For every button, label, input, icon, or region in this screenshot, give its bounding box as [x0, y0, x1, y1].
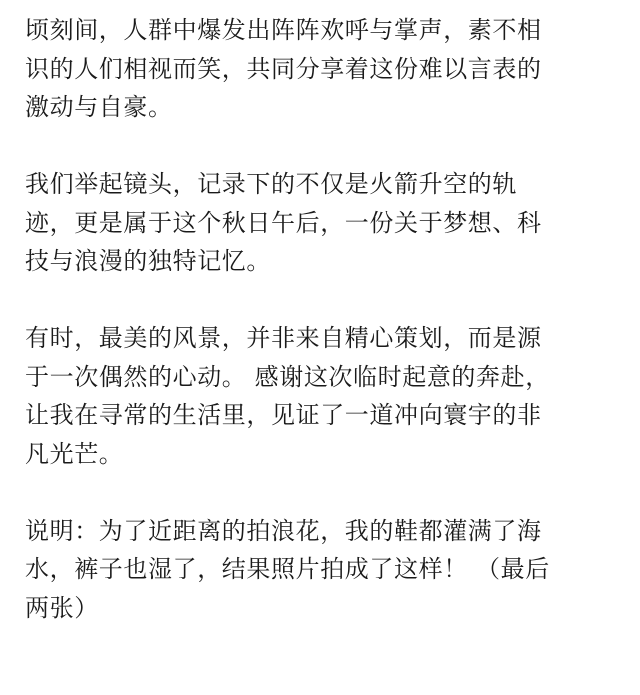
text-line: 说明：为了近距离的拍浪花，我的鞋都灌满了海	[25, 516, 542, 545]
text-line: 让我在寻常的生活里，见证了一道冲向寰宇的非	[25, 401, 542, 429]
text-line: 两张）	[25, 593, 99, 622]
text-line: 迹，更是属于这个秋日午后，一份关于梦想、科	[25, 208, 542, 237]
text-line: 于一次偶然的心动。 感谢这次临时起意的奔赴，	[25, 362, 550, 391]
text-line: 有时，最美的风景，并非来自精心策划，而是源	[25, 324, 542, 352]
text-line: 识的人们相视而笑，共同分享着这份难以言表的	[25, 54, 542, 83]
text-line: 我们举起镜头，记录下的不仅是火箭升空的轨	[25, 170, 517, 198]
text-line: 顷刻间，人群中爆发出阵阵欢呼与掌声，素不相	[25, 16, 542, 44]
paragraph-reflection	[25, 319, 615, 473]
paragraph-launch-cheer	[25, 11, 615, 127]
paragraph-camera-memory	[25, 165, 615, 281]
text-line: 水，裤子也湿了，结果照片拍成了这样！ （最后	[25, 555, 550, 583]
text-line: 技与浪漫的独特记忆。	[25, 247, 271, 275]
paragraph-note	[25, 512, 615, 628]
text-line: 凡光芒。	[25, 439, 124, 468]
article-body	[25, 11, 615, 666]
text-line: 激动与自豪。	[25, 93, 173, 121]
